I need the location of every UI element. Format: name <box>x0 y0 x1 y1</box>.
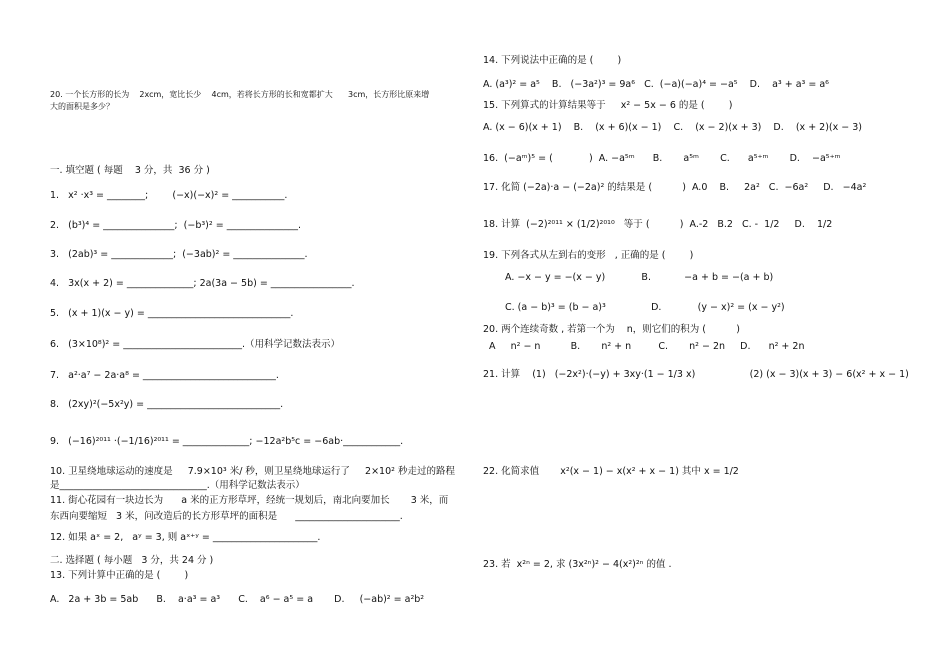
fill-q7: 7. a²·a⁷ − 2a·a⁸ = ____________________________. <box>50 370 279 381</box>
section2-title: 二. 选择题 ( 每小题 3 分，共 24 分 ) <box>50 555 214 566</box>
choice-q16: 16. (−aᵐ)⁵ = ( ) A. −a⁵ᵐ B. a⁵ᵐ C. a⁵⁺ᵐ D. −a⁵⁺ᵐ <box>483 153 841 164</box>
fill-q10-line2: 是_______________________________.（用科学记数法表示） <box>50 480 305 491</box>
evaluate-q23: 23. 若 x²ⁿ = 2, 求 (3x²ⁿ)² − 4(x²)²ⁿ 的值 . <box>483 559 672 570</box>
fill-q12: 12. 如果 aˣ = 2, aʸ = 3, 则 aˣ⁺ʸ = ______________________. <box>50 532 321 543</box>
section1-title: 一. 填空题 ( 每题 3 分，共 36 分 ) <box>50 165 210 176</box>
choice-q13-stem: 13. 下列计算中正确的是 ( ) <box>50 570 189 581</box>
fill-q11-line1: 11. 街心花园有一块边长为 a 米的正方形草坪，经统一规划后，南北向要加长 3 米，而 <box>50 495 449 506</box>
fill-q10-line1: 10. 卫星绕地球运动的速度是 7.9×10³ 米/ 秒，则卫星绕地球运行了 2×10² 秒走过的路程 <box>50 466 455 477</box>
fill-q1: 1. x² ·x³ = ________; (−x)(−x)² = ___________. <box>50 190 288 201</box>
fill-q5: 5. (x + 1)(x − y) = ______________________________. <box>50 308 294 319</box>
left-q20-line2: 大的面积是多少？ <box>50 102 114 111</box>
fill-q4: 4. 3x(x + 2) = ______________; 2a(3a − 5b) = _________________. <box>50 278 355 289</box>
choice-q20-options: A n² − n B. n² + n C. n² − 2n D. n² + 2n <box>489 341 805 352</box>
fill-q3: 3. (2ab)³ = _____________; (−3ab)² = _______________. <box>50 249 308 260</box>
fill-q8: 8. (2xy)²(−5x²y) = ____________________________. <box>50 399 284 410</box>
choice-q13-options: A. 2a + 3b = 5ab B. a·a³ = a³ C. a⁶ − a⁵ = a D. (−ab)² = a²b² <box>50 594 425 605</box>
choice-q19-options-ab: A. −x − y = −(x − y) B. −a + b = −(a + b) <box>505 272 774 283</box>
fill-q2: 2. (b³)⁴ = _______________; (−b³)² = _______________. <box>50 220 301 231</box>
fill-q6: 6. (3×10⁸)² = _________________________.（用科学记数法表示） <box>50 339 341 350</box>
fill-q9: 9. (−16)²⁰¹¹ ·(−1/16)²⁰¹¹ = ______________; −12a²b⁵c = −6ab·____________. <box>50 436 404 447</box>
fill-q11-line2: 东西向要缩短 3 米，问改造后的长方形草坪的面积是 ______________________. <box>50 511 403 522</box>
choice-q17: 17. 化简 (−2a)·a − (−2a)² 的结果是 ( ) A.0 B. 2a² C. −6a² D. −4a² <box>483 182 867 193</box>
calc-q21: 21. 计算 (1) (−2x²)·(−y) + 3xy·(1 − 1/3 x) (2) (x − 3)(x + 3) − 6(x² + x − 1) <box>483 369 909 380</box>
choice-q19-stem: 19. 下列各式从左到右的变形 , 正确的是 ( ) <box>483 250 694 261</box>
choice-q15-options: A. (x − 6)(x + 1) B. (x + 6)(x − 1) C. (x − 2)(x + 3) D. (x + 2)(x − 3) <box>483 122 862 133</box>
left-q20-line1: 20. 一个长方形的长为 2xcm，宽比长少 4cm，若将长方形的长和宽都扩大 3cm，长方形比原来增 <box>50 90 430 99</box>
choice-q19-options-cd: C. (a − b)³ = (b − a)³ D. (y − x)² = (x − y²) <box>505 302 785 313</box>
choice-q18: 18. 计算 (−2)²⁰¹¹ × (1/2)²⁰¹⁰ 等于 ( ) A.-2 B.2 C. - 1/2 D. 1/2 <box>483 219 833 230</box>
choice-q14-options: A. (a³)² = a⁵ B. (−3a²)³ = 9a⁶ C. (−a)(−a)⁴ = −a⁵ D. a³ + a³ = a⁶ <box>483 79 829 90</box>
choice-q15-stem: 15. 下列算式的计算结果等于 x² − 5x − 6 的是 ( ) <box>483 100 733 111</box>
choice-q20-stem: 20. 两个连续奇数 , 若第一个为 n，则它们的积为 ( ) <box>483 324 740 335</box>
simplify-q22: 22. 化简求值 x²(x − 1) − x(x² + x − 1) 其中 x = 1/2 <box>483 466 739 477</box>
choice-q14-stem: 14. 下列说法中正确的是 ( ) <box>483 55 622 66</box>
